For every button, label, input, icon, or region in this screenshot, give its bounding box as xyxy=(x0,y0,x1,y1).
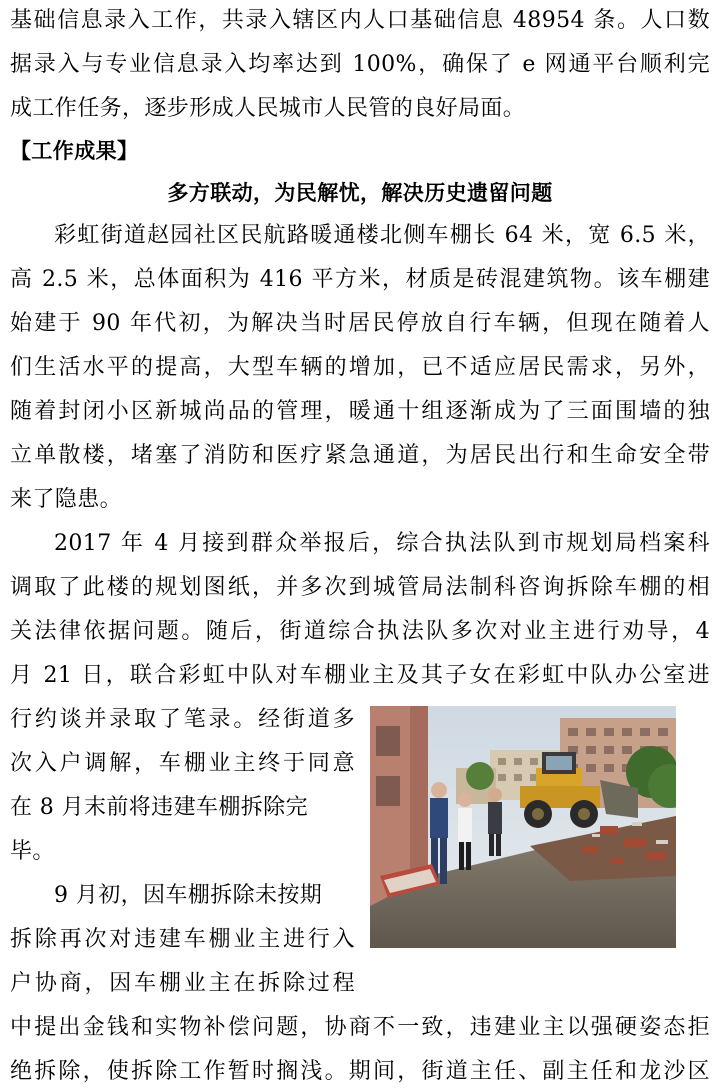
text-line: 关法律依据问题。随后，街道综合执法队多次对业主进行劝导，4 xyxy=(10,619,710,644)
text-line: 基础信息录入工作，共录入辖区内人口基础信息 48954 条。人口数 xyxy=(10,8,710,33)
text-line: 彩虹街道赵园社区民航路暖通楼北侧车棚长 64 米，宽 6.5 米， xyxy=(54,223,710,248)
demolition-site-photo xyxy=(370,706,676,948)
text-line: 绝拆除，使拆除工作暂时搁浅。期间，街道主任、副主任和龙沙区 xyxy=(10,1059,710,1084)
section-subheading: 多方联动，为民解忧，解决历史遗留问题 xyxy=(167,181,553,205)
text-line: 在 8 月末前将违建车棚拆除完 xyxy=(10,795,308,820)
text-line: 随着封闭小区新城尚品的管理，暖通十组逐渐成为了三面围墙的独 xyxy=(10,399,710,424)
text-line: 们生活水平的提高，大型车辆的增加，已不适应居民需求，另外， xyxy=(10,355,710,380)
text-line: 成工作任务，逐步形成人民城市人民管的良好局面。 xyxy=(10,96,526,121)
text-line: 9 月初，因车棚拆除未按期 xyxy=(54,883,323,908)
text-line: 拆除再次对违建车棚业主进行入 xyxy=(10,927,355,952)
text-line: 始建于 90 年代初，为解决当时居民停放自行车辆，但现在随着人 xyxy=(10,311,710,336)
text-line: 调取了此楼的规划图纸，并多次到城管局法制科咨询拆除车棚的相 xyxy=(10,575,710,600)
text-line: 毕。 xyxy=(10,839,55,864)
text-line: 据录入与专业信息录入均率达到 100%，确保了 e 网通平台顺利完 xyxy=(10,52,710,77)
text-line: 立单散楼，堵塞了消防和医疗紧急通道，为居民出行和生命安全带 xyxy=(10,443,710,468)
text-line: 来了隐患。 xyxy=(10,487,123,512)
text-line: 次入户调解，车棚业主终于同意 xyxy=(10,751,355,776)
text-line: 户协商，因车棚业主在拆除过程 xyxy=(10,971,355,996)
section-heading: 【工作成果】 xyxy=(10,139,139,163)
text-line: 中提出金钱和实物补偿问题，协商不一致，违建业主以强硬姿态拒 xyxy=(10,1015,710,1040)
text-line: 高 2.5 米，总体面积为 416 平方米，材质是砖混建筑物。该车棚建 xyxy=(10,267,710,292)
text-line: 行约谈并录取了笔录。经街道多 xyxy=(10,707,355,732)
text-line: 2017 年 4 月接到群众举报后，综合执法队到市规划局档案科 xyxy=(54,531,710,556)
text-line: 月 21 日，联合彩虹中队对车棚业主及其子女在彩虹中队办公室进 xyxy=(10,663,710,688)
